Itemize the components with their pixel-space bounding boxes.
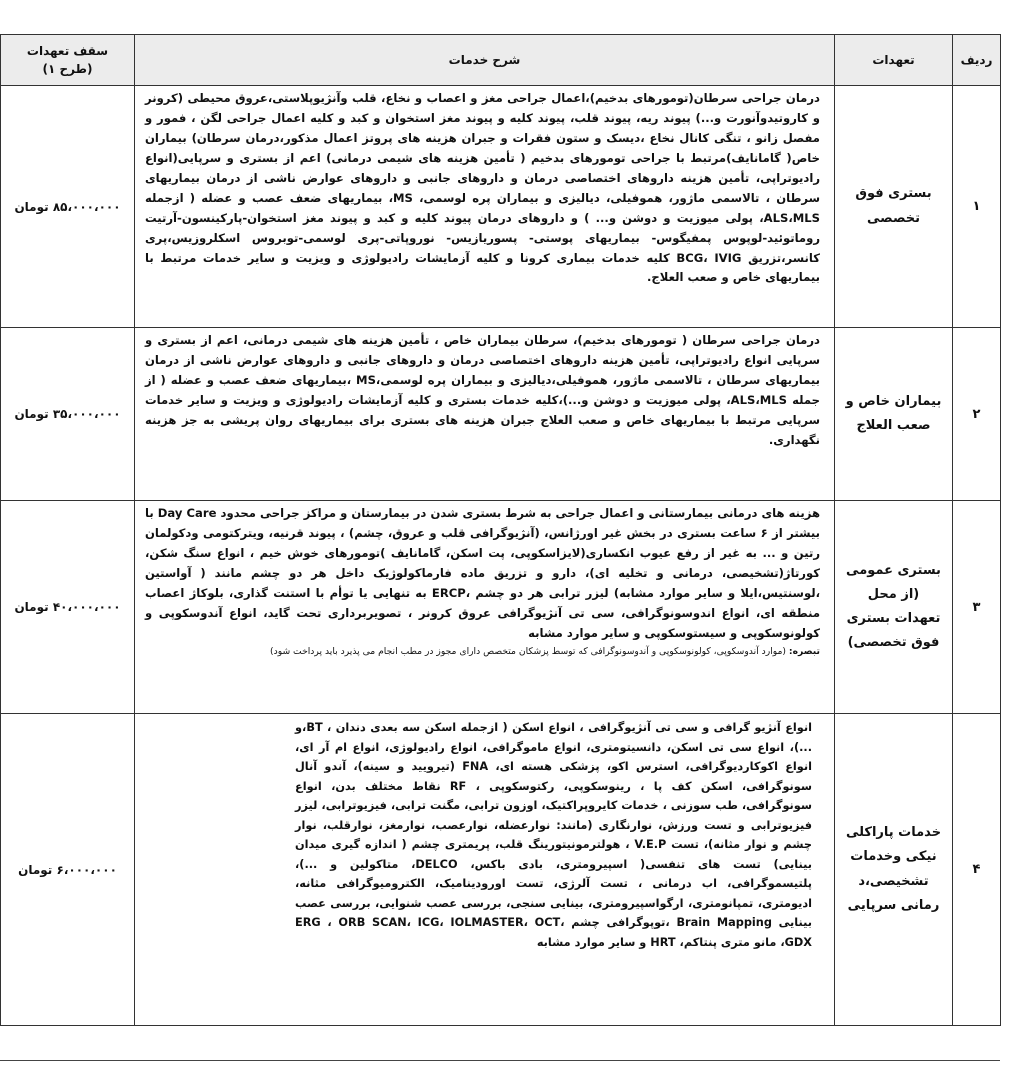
coverage-title: بیماران خاص و صعب العلاج: [835, 328, 953, 501]
table-row: [1, 86, 1001, 328]
table-row: [1, 714, 1001, 1026]
row-number: ۲: [953, 328, 1001, 501]
footnote-text: (موارد آندوسکوپی، کولونوسکوپی و آندوسونوگرافی که توسط پزشکان متخصص دارای مجوز در مطب انجام می پذیرد باید پرداخت شود): [270, 645, 786, 657]
header-cap-line1: سقف تعهدات: [26, 44, 109, 58]
header-cap-line2: (طرح ۱): [42, 62, 93, 76]
coverage-title: خدمات پاراکلی نیکی وخدمات تشخیصی،د رمانی سرپایی: [835, 714, 953, 1026]
coverage-cap: ۴۰،۰۰۰،۰۰۰ تومان: [1, 501, 135, 714]
row-number: ۳: [953, 501, 1001, 714]
coverage-table: [0, 34, 1001, 1026]
service-description: درمان جراحی سرطان(تومورهای بدخیم)،اعمال جراحی مغز و اعصاب و نخاع، قلب وآنژیوپلاستی،عروق محیطی (کرونر و کاروتیدوآنورت و...) پیوند ریه، پیوند قلب، پیوند کلیه و پیوند مغز استخوان و کبد و کلیه اعمال جراحی لگن ، فمور و مفصل زانو ، تنگی کانال نخاع ،دیسک و ستون فقرات و جبران هزینه های پروتز اعمال مذکور،درمان سرطان) بیماران خاص( گامانایف)مرتبط با جراحی تومورهای بدخیم ( تأمین هزینه های شیمی درمانی) اعم از بستری و سرپایی(انواع رادیوتراپی، تأمین هزینه داروهای اختصاصی درمان و داروهای جانبی و داروهای عوارض ناشی از درمان بیماریهای سرطان ، تالاسمی ماژور، هموفیلی، دیالیزی و بیماران پره لوسمی، MS، بیماریهای ضعف عصب و عضله ( ازجمله ALS،MLS، پولی میوزیت و دوشن و... ) و داروهای درمان پیوند کلیه و کبد و پیوند مغز استخوان-پارکینسون-آرتیت روماتوئید-لوپوس پمفیگوس- بیماریهای پوستی- پسوریازیس- نوروپاتی-پری لوسمی-توبروس اسکلروزیس،پری کانسر،تزریق BCG، IVIG کلیه خدمات بیماری کرونا و کلیه آزمایشات رادیولوژی و ویزیت و سایر خدمات مرتبط با بیماریهای خاص و صعب العلاج.: [135, 86, 835, 328]
row-number: ۱: [953, 86, 1001, 328]
coverage-title: بستری فوق تخصصی: [835, 86, 953, 328]
header-cap: [1, 35, 135, 86]
coverage-title: بستری عمومی (از محل تعهدات بستری فوق تخصصی): [835, 501, 953, 714]
header-description: شرح خدمات: [135, 35, 835, 86]
service-description: درمان جراحی سرطان ( تومورهای بدخیم)، سرطان بیماران خاص ، تأمین هزینه های شیمی درمانی، اعم از بستری و سرپایی انواع رادیوتراپی، تأمین هزینه داروهای اختصاصی درمان و داروهای جانبی و داروهای عوارض ناشی از درمان بیماریهای سرطان ، تالاسمی ماژور، هموفیلی،دیالیزی و بیماران پره لوسمی،MS ،بیماریهای ضعف عصب و عضله ( از جمله ALS،MLS، پولی میوزیت و دوشن و...)،کلیه خدمات بستری و کلیه آزمایشات رادیولوژی و ویزیت و سایر خدمات سرپایی مرتبط با بیماریهای خاص و صعب العلاج جبران هزینه های بستری برای بیماریهای روان پریشی به جز هزینه نگهداری.: [135, 328, 835, 501]
header-row-number: ردیف: [953, 35, 1001, 86]
service-description: [135, 501, 835, 714]
service-description-text: هزینه های درمانی بیمارستانی و اعمال جراحی به شرط بستری شدن در بیمارستان و مراکز جراحی محدود Day Care با بیشتر از ۶ ساعت بستری در بخش غیر اورژانس، (آنژیوگرافی قلب و عروق، چشم) ، پیوند قرنیه، ویترکتومی ودکولمان رتین و ... به غیر از رفع عیوب انکساری(لایزاسکوپی، پت اسکن، گامانایف )تومورهای خوش خیم ، انواع سنگ شکن، کورتاژ(تشخیصی، درمانی و تخلیه ای)، دارو و تزریق ماده فارماکولوژیک داخل هر دو چشم مانند ( آواستین ،لوسنتیس،ایلا و سایر موارد مشابه) لیزر ترابی هر دو چشم ،ERCP به تنهایی یا توأم با استنت گذاری، بلوکاژ اعصاب منطقه ای، انواع اندوسونوگرافی، سی تی آنژیوگرافی عروق کرونر ، تصویربرداری تحت گاید، انواع آندوسکوپی و کولونوسکوپی و سیستوسکوپی و سایر موارد مشابه: [145, 506, 821, 640]
row-number: ۴: [953, 714, 1001, 1026]
header-coverage: تعهدات: [835, 35, 953, 86]
coverage-cap: ۶،۰۰۰،۰۰۰ تومان: [1, 714, 135, 1026]
coverage-cap: ۸۵،۰۰۰،۰۰۰ تومان: [1, 86, 135, 328]
footnote-label: تبصره:: [788, 645, 820, 657]
table-row: [1, 501, 1001, 714]
table-row: [1, 328, 1001, 501]
service-description: انواع آنژیو گرافی و سی تی آنژیوگرافی ، انواع اسکن ( ازجمله اسکن سه بعدی دندان ، BT،و ...)، انواع سی تی اسکن، دانسیتومتری، انواع ماموگرافی، انواع رادیولوژی، انواع ام آر ای، انواع اکوکاردیوگرافی، استرس اکو، پزشکی هسته ای، FNA (تیرویید و سینه)، آندو آنال سونوگرافی، اسکن کف پا ، رینوسکوپی، رکتوسکوپی ، RF نقاط مختلف بدن، انواع سونوگرافی، طب سوزنی ، خدمات کایروپراکتیک، اوزون ترابی، مگنت ترابی، فیزیوترابی، لیزر فیزیوترابی و تست ورزش، نوارنگاری (مانند: نوارعضله، نوارعصب، نوارمغز، نوارقلب، نوار چشم و نوار مثانه)، تست V.E.P ، هولترمونیتورینگ قلب، پریمتری چشم ( اندازه گیری میدان بینایی) تست های تنفسی( اسپیرومتری، بادی باکس، DELCO، متاکولین و ...)، پلتیسموگرافی، اب درمانی ، تست آلرژی، تست اورودینامیک، الکترومیوگرافی مثانه، ادیومتری، تمپانومتری، ارگواسپیرومتری، بینایی سنجی، بررسی عصب شنوایی، بررسی عصب بینایی Brain Mapping ،توپوگرافی چشم ERG ، ORB SCAN، ICG، IOLMASTER، OCT، GDX، مانو متری پنتاکم، HRT و سایر موارد مشابه: [135, 714, 835, 1026]
coverage-cap: ۳۵،۰۰۰،۰۰۰ تومان: [1, 328, 135, 501]
bottom-divider: [0, 1060, 1000, 1061]
table-header-row: [1, 35, 1001, 86]
footnote: [145, 646, 820, 659]
